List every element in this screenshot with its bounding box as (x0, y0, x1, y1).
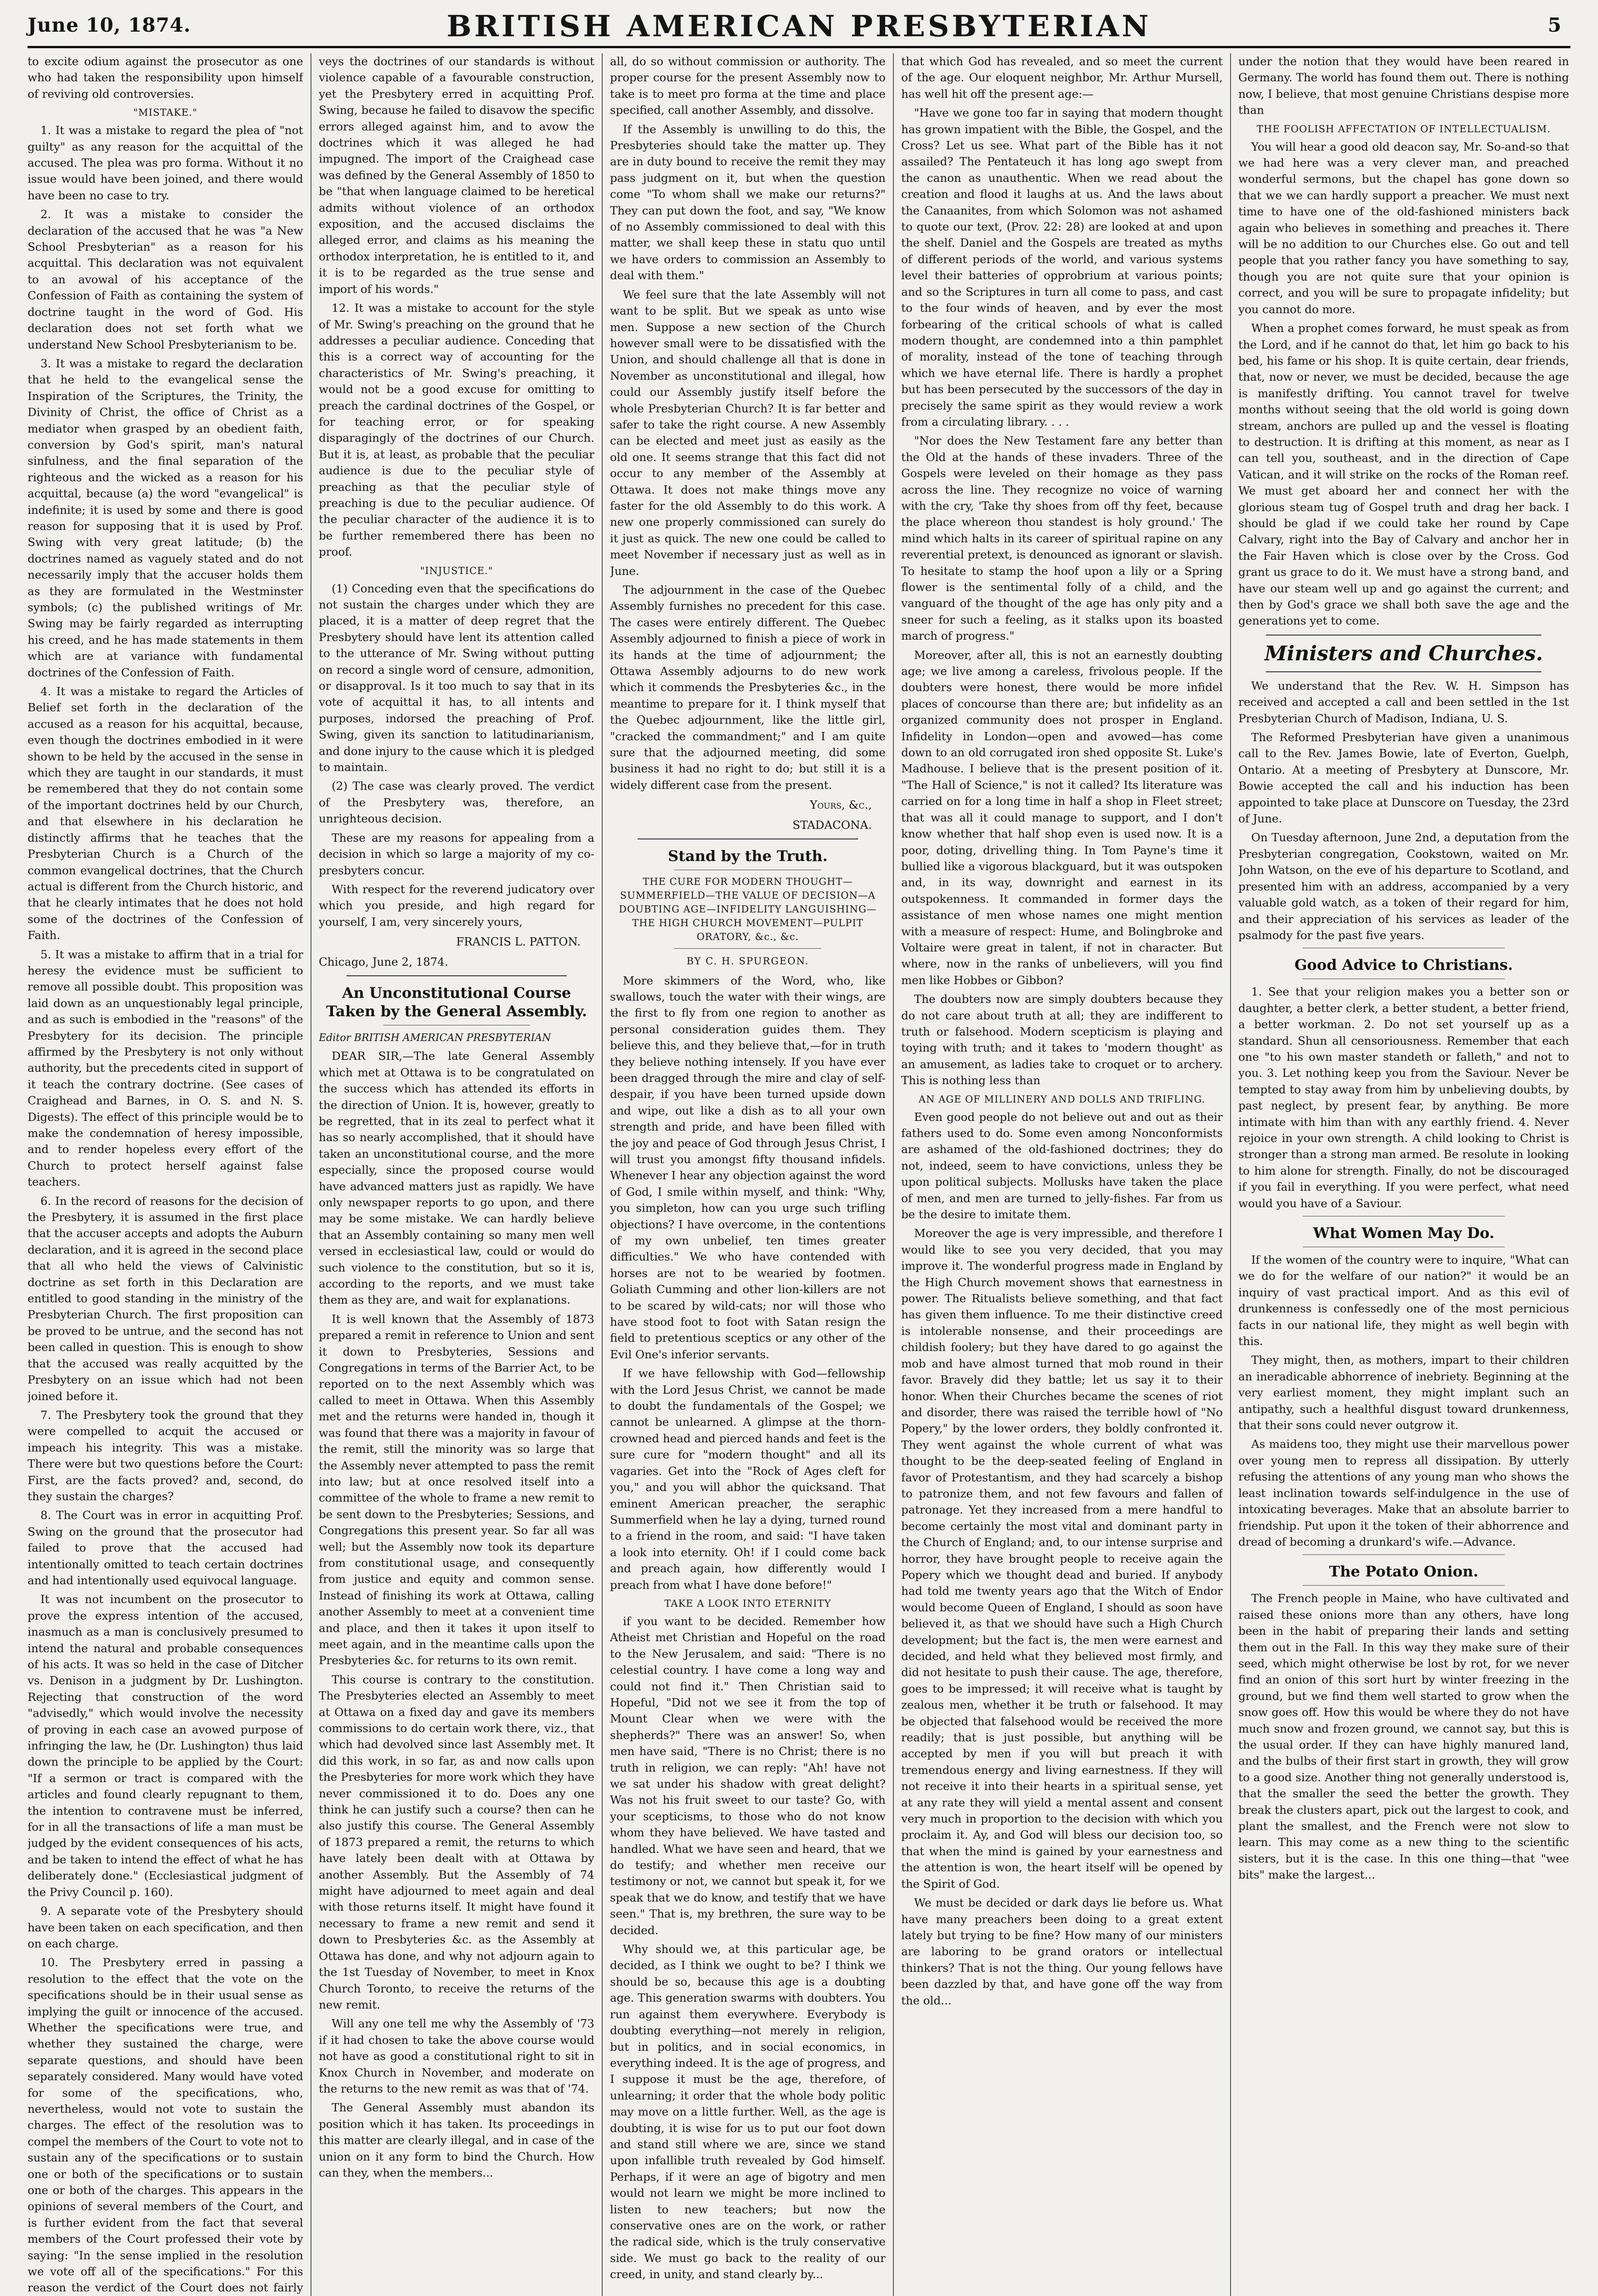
subhead-injustice: "INJUSTICE." (420, 565, 493, 576)
paragraph: 8. The Court was in error in acquitting Prof. Swing on the ground that the prosecutor had failed to prove that the accused had intentionally omitted to teach certain doctrines and had intentionally used equivocal language. (28, 1508, 303, 1587)
signature: FRANCIS L. PATTON. (456, 935, 581, 949)
paragraph: We understand that the Rev. W. H. Simpson has received and accepted a call and been settled in the 1st Presbyterian Church of Madison, Indiana, U. S. (1238, 679, 1569, 725)
divider (1303, 1554, 1505, 1555)
paragraph: They might, then, as mothers, impart to their children an ineradicable abhorrence of inebriety. Beginning at the very earliest moment, they might implant such an antipathy, such a healthful disgust toward drunkenness, that their sons could never outgrow it. (1238, 1353, 1569, 1432)
paragraph: 7. The Presbytery took the ground that they were compelled to acquit the accused or impeach his integrity. This was a mistake. There were but two questions before the Court: First, are the facts proved? and, second, do they sustain the charges? (28, 1408, 303, 1503)
column-4 (901, 53, 1223, 2296)
column-separator (602, 53, 603, 2296)
column-1 (28, 53, 303, 2296)
divider (1303, 1585, 1505, 1586)
article-title: An Unconstitutional Course Taken by the General Assembly. (326, 984, 587, 1020)
paragraph: We must be decided or dark days lie before us. What have many preachers been doing to a great extent lately but trying to be fine? How many of our ministers are laboring to be grand orators or intellectual thinkers? That is not the thing. Our young fellows have been dazzled by that, and have gone off the way from the old... (901, 1896, 1223, 2007)
paragraph: veys the doctrines of our standards is without violence capable of a favourable construction, yet the Presbytery erred in acquitting Prof. Swing, because he failed to disavow the specific errors alleged against him, and to avow the doctrines which it was alleged he had impugned. The import of the Craighead case was defined by the General Assembly of 1850 to be "that when language claimed to be heretical admits without violence of an orthodox exposition, and the accused disclaims the alleged error, and claims as his meaning the orthodox interpretation, he is entitled to it, and it is to be regarded as the true sense and import of his words." (319, 55, 594, 296)
paragraph: The Reformed Presbyterian have given a unanimous call to the Rev. James Bowie, late of Everton, Guelph, Ontario. At a meeting of Presbytery at Dunscore, Mr. Bowie accepted the call and his induction has been appointed to take place at Dunscore on Tuesday, the 23rd of June. (1238, 731, 1569, 826)
paragraph: 12. It was a mistake to account for the style of Mr. Swing's preaching on the ground that he addresses a peculiar audience. Conceding that this is a correct way of accounting for the characteristics of Mr. Swing's preaching, it would not be a good excuse for omitting to preach the cardinal doctrines of the Gospel, or for teaching error, or for speaking disparagingly of the doctrines of our Church. But it is, at least, as probable that the peculiar audience is due to the peculiar style of preaching as that the peculiar style of preaching is due to the peculiar audience. Of the peculiar character of the audience it is to be further remembered there has been no proof. (319, 301, 594, 559)
paragraph: under the notion that they would have been reared in Germany. The world has found them out. There is nothing now, I believe, that most genuine Christians despise more than (1238, 55, 1569, 117)
paragraph: As maidens too, they might use their marvellous power over young men to repress all dissipation. By utterly refusing the attentions of any young man who shows the least inclination towards self-indulgence in the use of intoxicating beverages. Make that an absolute barrier to friendship. Put upon it the token of their abhorrence and dread of becoming a drunkard's wife.—Advance. (1238, 1437, 1569, 1548)
paragraph: if you want to be decided. Remember how Atheist met Christian and Hopeful on the road to the New Jerusalem, and said: "There is no celestial country. I have come a long way and could not find it." Then Christian said to Hopeful, "Did not we see it from the top of Mount Clear when we were with the shepherds?" There was an answer! So, when men have said, "There is no Christ; there is no truth in religion, we can reply: "Ah! have not we sat under his shadow with great delight? Was not his fruit sweet to our taste? Go, with your scepticisms, to those who do not know whom they have believed. We have tasted and handled. What we have seen and heard, that we do testify; and whether men receive our testimony or not, we cannot but speak it, for we speak that we do know, and testify that we have seen." That is, my brethren, the sure way to be decided. (610, 1614, 886, 1937)
divider (346, 975, 567, 976)
paragraph: 10. The Presbytery erred in passing a resolution to the effect that the vote on the specifications should be in their usual sense as implying the guilt or innocence of the accused. Whether the specifications were true, and whether they sustained the charge, were separate questions, and should have been separately considered. Many would have voted for some of the specifications, who, nevertheless, would not vote to sustain the charges. The effect of the resolution was to compel the members of the Court to vote not to sustain any of the specifications or to sustain one or both of the specifications or to sustain one or both of the charges. This appears in the opinions of several members of the Court, and is further evident from the fact that several members of the Court professed their vote by saying: "In the sense implied in the resolution we vote off all of the specifications." For this reason the verdict of the Court does not fairly (28, 1956, 303, 2295)
paragraph: This course is contrary to the constitution. The Presbyteries elected an Assembly to meet at Ottawa on a fixed day and gave its members commissions to do certain work there, viz., that which had devolved since last Assembly met. It did this work, in so far, as and now calls upon the Presbyteries for more work which they have never commissioned it to do. Does any one think he can justify such a course? then can he also justify this course. The General Assembly of 1873 prepared a remit, the returns to which have lately been dealt with at Ottawa by another Assembly. But the Assembly of 74 might have adjourned to meet again and deal with those returns itself. It might have found it necessary to frame a new remit and send it down to Presbyteries &c. as the Assembly at Ottawa has done, and why not adjourn again to the 1st Tuesday of November, to meet in Knox Church Toronto, to receive the returns of the new remit. (319, 1672, 594, 2011)
paragraph: With respect for the reverend judicatory over which you preside, and high regard for yourself, I am, very sincerely yours, (319, 882, 594, 929)
editor-line: Editor BRITISH AMERICAN PRESBYTERIAN (319, 1032, 551, 1044)
column-separator (1230, 53, 1231, 2296)
paragraph: 1. See that your religion makes you a better son or daughter, a better clerk, a better student, a better friend, a better workman. 2. Do not set yourself up as a standard. Shun all censoriousness. Remember that each one "to his own master standeth or falleth," and not to you. 3. Let nothing keep you from the Saviour. Never be tempted to stay away from him by unbelieving doubts, by past neglect, by present fear, by anything. Be more intimate with him than with any earthly friend. 4. Never rejoice in your own strength. A child looking to Christ is stronger than a strong man armed. Be resolute in looking to him alone for strength. Finally, do not be discouraged if you fail in everything. If you were perfect, what need would you have of a Saviour. (1238, 985, 1569, 1210)
newspaper-title: BRITISH AMERICAN PRESBYTERIAN (446, 9, 1152, 44)
paragraph: If the Assembly is unwilling to do this, the Presbyteries should take the matter up. They are in duty bound to receive the remit they may pass judgment on it, but when the question come "To whom shall we make our returns?" They can put down the foot, and say, "We know of no Assembly commissioned to deal with this matter, we shall keep these in statu quo until we have orders to commission an Assembly to deal with them." (610, 122, 886, 282)
paragraph: "Nor does the New Testament fare any better than the Old at the hands of these invaders. Three of the Gospels were leveled on their homage as they pass across the line. They recognize no voice of warning with the cry, 'Take thy shoes from off thy feet, because the place whereon thou standest is holy ground.' The mind which halts in its career of spiritual rapine on any reverential pretext, is denounced as ignorant or slavish. To hesitate to stamp the hoof upon a lily or a Spring flower is the sentimental folly of a child, and the vanguard of the thought of the age has only pity and a sneer for such a feeling, as it stalks upon its boasted march of progress." (901, 434, 1223, 643)
paragraph: These are my reasons for appealing from a decision in which so large a majority of my co-presbyters concur. (319, 831, 594, 877)
paragraph: It is well known that the Assembly of 1873 prepared a remit in reference to Union and sent it down to Presbyteries, Sessions and Congregations in terms of the Barrier Act, to be reported on to the next Assembly which was called to meet in Ottawa. When this Assembly met and the returns were handed in, though it was found that there was a majority in favour of the remit, still the minority was so large that the Assembly never attempted to pass the remit into law; but at once resolved itself into a committee of the whole to frame a new remit to be sent down to the Presbyteries; Sessions, and Congregations this present year. So far all was well; but the Assembly now took its departure from constitutional usage, and consequently from justice and equity and common sense. Instead of finishing its work at Ottawa, calling another Assembly to meet at a convenient time and place, and then it takes it upon itself to meet again, and in the meantime calls upon the Presbyteries &c. for returns to its own remit. (319, 1312, 594, 1667)
page-number: 5 (1547, 14, 1561, 36)
divider (1266, 635, 1542, 636)
paragraph: You will hear a good old deacon say, Mr. So-and-so that we had here was a very clever man, and preached wonderful sermons, but the chapel has gone down so that we we can hardly support a preacher. We must next time to have one of the old-fashioned ministers back again who believes in something and preaches it. There will be no addition to our Churches else. Go out and tell people that you rather fancy you have something to say, though you are not quite sure that your opinion is correct, and you will be sure to propagate infidelity; but you cannot do more. (1238, 140, 1569, 316)
subheading: THE FOOLISH AFFECTATION OF INTELLECTUALISM. (1257, 123, 1551, 135)
column-5 (1238, 53, 1569, 2296)
paragraph: On Tuesday afternoon, June 2nd, a deputation from the Presbyterian congregation, Cookstown, waited on Mr. John Watson, on the eve of his departure to Scotland, and presented him with an address, accompanied by a very valuable gold watch, as a token of their regard for him, and their appreciation of his services as leader of the psalmody for the past five years. (1238, 831, 1569, 942)
masthead-rule (28, 46, 1570, 48)
paragraph: "Have we gone too far in saying that modern thought has grown impatient with the Bible, the Gospel, and the Cross? Let us see. What part of the Bible has it not assailed? The Pentateuch it has long ago swept from the canon as unauthentic. When we read about the creation and flood it laughs at us. And the laws about the Canaanites, from which Solomon was not ashamed to quote our text, (Prov. 22: 28) are looked at and upon the shelf. Daniel and the Gospels are treated as myths of different periods of the world, and various systems level their batteries of opprobrium at various points; and so the Scriptures in turn all come to pass, and cast to the four winds of heaven, and by ever the most forbearing of the critical schools of what is called modern thought, are condemned into a thin pamphlet of morality, instead of the tone of teaching through which we have eternal life. There is hardly a prophet but has been persecuted by the successors of the day in precisely the same spirit as they would review a work from a circulating library. . . . (901, 106, 1223, 428)
paragraph: The General Assembly must abandon its position which it has taken. Its proceedings in this matter are clearly illegal, and in case of the union on it any form to bind the Church. How can they, when the members... (319, 2101, 594, 2179)
paragraph: to excite odium against the prosecutor as one who had taken the responsibility upon himself of reviving old controversies. (28, 55, 303, 101)
masthead (28, 9, 1570, 45)
byline: BY C. H. SPURGEON. (686, 956, 809, 967)
article-title: Good Advice to Christians. (1294, 956, 1513, 974)
dateline: Chicago, June 2, 1874. (319, 955, 448, 968)
paragraph: DEAR SIR,—The late General Assembly which met at Ottawa is to be congratulated on the success which has attended its efforts in the direction of Union. It is, however, greatly to be regretted, that in its zeal to perfect what it has so nearly accomplished, that it should have taken an unconstitutional course, and the more especially, since the proposed course would have advanced matters just as rapidly. We have only newspaper reports to go upon, and there may be some mistake. We can hardly believe that an Assembly containing so many men well versed in ecclesiastical law, could or would do such violence to the constitution, but so it is, according to the reports, and we must take them as they are, and wait for explanations. (319, 1049, 594, 1307)
paragraph: (1) Conceding even that the specifications do not sustain the charges under which they are placed, it is a matter of deep regret that the Presbytery should have lent its attention called to the utterance of Mr. Swing without putting on record a single word of censure, admonition, or disapproval. Is it too much to say that in its vote of acquittal it has, to all intents and purposes, indorsed the preaching of Prof. Swing, given its sanction to latitudinarianism, and done injury to the cause which it is pledged to maintain. (319, 581, 594, 774)
subheading: AN AGE OF MILLINERY AND DOLLS AND TRIFLING. (918, 1093, 1206, 1105)
paragraph: that which God has revealed, and so meet the current of the age. Our eloquent neighbor, Mr. Arthur Mursell, has well hit off the present age:— (901, 55, 1223, 101)
paragraph: 1. It was a mistake to regard the plea of "not guilty" as any reason for the acquittal of the accused. The plea was pro forma. Without it no issue would have been joined, and there would have been no case to try. (28, 124, 303, 202)
paragraph: If the women of the country were to inquire, "What can we do for the welfare of our nation?" it would be an inquiry of vast practical import. And as this evil of drunkenness is confessedly one of the most pernicious facts in our national life, they might as well begin with this. (1238, 1253, 1569, 1348)
closing: Yours, &c., (810, 798, 872, 812)
paragraph: Why should we, at this particular age, be decided, as I think we ought to be? I think we should be so, because this age is a doubting age. This generation swarms with doubters. You run against them everywhere. Everybody is doubting everything—not merely in religion, but in politics, and in social economics, in everything indeed. It is the age of progress, and I suppose it must be the age, therefore, of unlearning; it order that the whole body politic may move on a little further. Well, as the age is doubting, it is wise for us to put our foot down and stand still where we are, since we stand upon infallible truth revealed by God himself. Perhaps, if it were an age of bigotry and men would not learn we might be more inclined to listen to new teachers; but now the conservative ones are on the work, or rather the radical side, which is the truly conservative side. We must go back to the reality of our creed, in unity, and stand clearly by... (610, 1942, 886, 2281)
paragraph: (2) The case was clearly proved. The verdict of the Presbytery was, therefore, an unrighteous decision. (319, 779, 594, 826)
subheading: TAKE A LOOK INTO ETERNITY (664, 1598, 831, 1609)
article-title: What Women May Do. (1313, 1224, 1495, 1242)
article-summary: THE CURE FOR MODERN THOUGHT—SUMMERFIELD—THE VALUE OF DECISION—A DOUBTING AGE—INFIDELITY LANGUISHING—THE HIGH CHURCH MOVEMENT—PULPIT ORATORY, &c., &c. (619, 876, 877, 943)
article-title: Stand by the Truth. (668, 847, 828, 865)
paragraph: 6. In the record of reasons for the decision of the Presbytery, it is assumed in the first place that the accuser accepts and adopts the Auburn declaration, and it is agreed in the second place that all who held the views of Calvinistic doctrine as set forth in this Declaration are entitled to good standing in the ministry of the Presbyterian Church. The first proposition can be proved to be untrue, and the second has not been called in question. This is enough to show that the accused was really acquitted by the Presbytery on an issue which had not been joined before it. (28, 1194, 303, 1403)
paragraph: 3. It was a mistake to regard the declaration that he held to the evangelical sense the Inspiration of the Scriptures, the Trinity, the Divinity of Christ, the office of Christ as a mediator when grasped by an obedient faith, conversion by God's spirit, man's natural sinfulness, and the final separation of the righteous and the wicked as a reason for his acquittal, because (a) the word "evangelical" is indefinite; it is used by some and there is good reason for supposing that it is used by Prof. Swing with very great latitude; (b) the doctrines named as vaguely stated and do not necessarily imply that the accuser holds them as they are formulated in the Westminster symbols; (c) the published writings of Mr. Swing may be fairly regarded as interrupting his creed, and he has made statements in them which are at variance with fundamental doctrines of the Confession of Faith. (28, 356, 303, 679)
paragraph: The adjournment in the case of the Quebec Assembly furnishes no precedent for this case. The cases were entirely different. The Quebec Assembly adjourned to finish a piece of work in its hands at the time of adjournment; the Ottawa Assembly adjourns to do new work which it commends the Presbyteries &c., in the meantime to prepare for it. I think myself that the Quebec adjournment, like the little girl, "cracked the commandment;" and I am quite sure that the adjourned meeting, did some business it had no right to do; but still it is a widely different case from the present. (610, 583, 886, 792)
subhead-mistake: "MISTAKE." (133, 107, 198, 118)
paragraph: 4. It was a mistake to regard the Articles of Belief set forth in the declaration of the accused as a reason for his acquittal, because, even though the doctrines embodied in it were shown to be held by the accused in the sense in which they are taught in our standards, it must be remembered that they do not contain some of the important doctrines held by our Church, and that elsewhere in his declaration he distinctly affirms that he teaches that the Presbyterian Church is a Church of the common evangelical doctrines, that the Church actual is different from the Church historic, and that he clearly intimates that he does not hold some of the doctrines of the Confession of Faith. (28, 685, 303, 942)
paragraph: The doubters now are simply doubters because they do not care about truth at all; they are indifferent to truth or falsehood. Modern scepticism is playing and toying with truth; and it takes to 'modern thought' as an amusement, as ladies take to croquet or to archery. This is nothing less than (901, 992, 1223, 1087)
section-title: Ministers and Churches. (1264, 642, 1543, 665)
paragraph: The French people in Maine, who have cultivated and raised these onions more than any others, have long been in the habit of preparing their lands and setting them out in the Fall. In this way they make sure of their seed, which might otherwise be lost by rot, for we never find an onion of this sort hurt by winter freezing in the ground, but we find them well started to grow when the snow goes off. How this would be where they do not have much snow and frozen ground, we cannot say, but this is the usual order. If they can have highly manured land, and the bulbs of their first start in growth, they will grow to a good size. Another thing not generally understood is, that the smaller the seed the better the growth. They break the clusters apart, pick out the largest to cook, and plant the smallest, and the French were not slow to learn. This may come as a new thing to the scientific sisters, but it is the case. In this one thing—that "wee bits" make the largest... (1238, 1592, 1569, 1882)
paragraph: When a prophet comes forward, he must speak as from the Lord, and if he cannot do that, let him go back to his bed, his fame or his shop. It is quite certain, dear friends, that, now or never, we must be decided, because the age is manifestly drifting. You cannot travel for twelve months without seeing that the old world is going down stream, anchors are pulled up and the vessel is floating to destruction. It is drifting at this moment, as near as I can tell you, southeast, and in the direction of Cape Vatican, and it will strike on the rocks of the Roman reef. We must get aboard her and connect her with the glorious steam tug of Gospel truth and drag her back. I should be glad if we could take her round by Cape Calvary, right into the Bay of Calvary and anchor her in the Fair Haven which is close over by the Cross. God grant us grace to do it. We must have a strong band, and have our steam well up and go against the current; and then by God's grace we shall both save the age and the generations yet to come. (1238, 321, 1569, 628)
divider (638, 838, 858, 839)
paragraph: Moreover the age is very impressible, and therefore I would like to see you very decided, that you may improve it. The wonderful progress made in England by the High Church movement shows that earnestness in power. The Ritualists believe something, and that fact has given them influence. To me their distinctive creed is intolerable nonsense, and their proceedings are childish foolery; but they have dared to go against the mob and have almost turned that mob round in their favor. Bravely did they battle; let us say it to their honor. When their Churches became the scenes of riot and disorder, there was raised the terrible howl of "No Popery," by the lower orders, they boldly confronted it. They went against the whole current of what was thought to be the deep-seated feeling of England in favor of Protestantism, and they had scarcely a bishop to patronize them, and not few favours and fallen of patronage. Yet they increased from a mere handful to become certainly the most vital and dominant party in the Church of England; and, to our intense surprise and horror, they have brought people to receive again the Popery which we thought dead and buried. If anybody had told me twenty years ago that the Witch of Endor would become Queen of England, I should as soon have believed it, as that we should have such a High Church development; but the fact is, the men were earnest and decided, and held what they believed most firmly, and did not hesitate to push their cause. The age, therefore, goes to be impressed; it will receive what is taught by zealous men, whether it be truth or falsehood. It may be objected that falsehood would be received the more readily; that is just possible, but anything will be accepted by men if you will but preach it with tremendous energy and living earnestness. If they will not receive it into their hearts in a spiritual sense, yet at any rate they will yield a mental assent and consent very much in proportion to the decision with which you proclaim it. Ay, and God will bless our decision too, so that when the mind is gained by your earnestness and the attention is won, the heart itself will be opened by the Spirit of God. (901, 1227, 1223, 1891)
article-title: The Potato Onion. (1329, 1563, 1479, 1581)
divider (1266, 671, 1542, 672)
paragraph: We feel sure that the late Assembly will not want to be split. But we speak as unto wise men. Suppose a new section of the Church however small were to be dissatisfied with the Union, and should challenge all that is done in November as unconstitutional and illegal, how could our Assembly justify itself before the whole Presbyterian Church? It is far better and safer to take the right course. A new Assembly can be elected and meet just as easily as the old one. It seems strange that this fact did not occur to any member of the Assembly at Ottawa. It does not make things move any faster for the old Assembly to do this work. A new one properly commissioned can surely do it just as quick. The new one could be called to meet November if necessary just as well as in June. (610, 287, 886, 578)
paragraph: 9. A separate vote of the Presbytery should have been taken on each specification, and then on each charge. (28, 1904, 303, 1950)
paragraph: Even good people do not believe out and out as their fathers used to do. Some even among Nonconformists are ashamed of the old-fashioned doctrines; they do not, indeed, seem to have convictions, unless they be upon political subjects. Mollusks have taken the place of men, and men are turned to jelly-fishes. Far from us be the desire to imitate them. (901, 1110, 1223, 1221)
signature: STADACONA. (792, 818, 872, 832)
column-separator (893, 53, 894, 2296)
divider (674, 948, 821, 949)
column-3 (610, 53, 886, 2296)
column-2 (319, 53, 594, 2296)
paragraph: all, do so without commission or authority. The proper course for the present Assembly now to take is to meet pro forma at the time and place specified, call another Assembly, and dissolve. (610, 55, 886, 117)
issue-date: June 10, 1874. (28, 14, 191, 36)
paragraph: More skimmers of the Word, who, like swallows, touch the water with their wings, are the first to fly from one region to another as personal consideration guides them. They believe this, and they believe that,—for in truth they believe nothing intensely. If you have ever been dragged through the mire and clay of self-despair, if you have been turned upside down and wipe, out like a dish as to all your own strength and pride, and have been filled with the joy and peace of God through Jesus Christ, I will trust you amongst fifty thousand infidels. Whenever I hear any objection against the word of God, I smile within myself, and think: "Why, you simpleton, how can you urge such trifling objections? I have overcome, in the contentions of my own unbelief, ten times greater difficulties." We who have contended with horses are not to be wearied by footmen. Goliath Cumming and other lion-killers are not to be scared by wild-cats; nor will those who have stood foot to foot with Satan resign the field to pretentious sceptics or any other of the Evil One's inferior servants. (610, 974, 886, 1361)
paragraph: Moreover, after all, this is not an earnestly doubting age; we live among a careless, frivolous people. If the doubters were honest, there would be more infidel places of concourse than there are; but infidelity as an organized community does not prosper in England. Infidelity in London—open and avowed—has come down to an old corrugated iron shed opposite St. Luke's Madhouse. I believe that is the present position of it. "The Hall of Science," is not it called? Its literature was carried on for a long time in half a shop in Fleet street; that was all it could manage to support, and I don't know whether that half shop even is used now. It is a poor, doting, drivelling thing. In Tom Payne's time it bullied like a vigorous blackguard, but it was outspoken and, in its way, downright and earnest in its outspokenness. It commanded in former days the assistance of men whose names one might mention with a measure of respect: Hume, and Bolingbroke and Voltaire were great in talent, if not in character. But where, now in the ranks of unbelievers, will you find men like Hobbes or Gibbon? (901, 648, 1223, 987)
paragraph: Will any one tell me why the Assembly of '73 if it had chosen to take the above course would not have as good a constitutional right to sit in Knox Church in November, and moderate on the returns to the new remit as was that of '74. (319, 2017, 594, 2095)
paragraph: 5. It was a mistake to affirm that in a trial for heresy the evidence must be sufficient to remove all possible doubt. This proposition was laid down as an unquestionably legal principle, and as such is embodied in the "reasons" of the Presbytery for its decision. The principle affirmed by the Presbytery is not only without authority, but the precedents cited in support of it teach the contrary doctrine. (See cases of Craighead and Barnes, in O. S. and N. S. Digests). The effect of this principle would be to make the condemnation of heresy impossible, and to render hopeless every effort of the Church to protect herself against false teachers. (28, 947, 303, 1189)
paragraph: 2. It was a mistake to consider the declaration of the accused that he was "a New School Presbyterian" as a reason for his acquittal. This declaration was not equivalent to an avowal of his acceptance of the Confession of Faith as containing the system of doctrine taught in the word of God. His declaration does not set forth what we understand New School Presbyterianism to be. (28, 208, 303, 351)
paragraph: If we have fellowship with God—fellowship with the Lord Jesus Christ, we cannot be made to doubt the fundamentals of the Gospel; we cannot be unlearned. A glimpse at the thorn-crowned head and pierced hands and feet is the sure cure for "modern thought" and all its vagaries. Get into the "Rock of Ages cleft for you," and you will abhor the quicksand. That eminent American preacher, the seraphic Summerfield when he lay a dying, turned round to a friend in the room, and said: "I have taken a look into eternity. Oh! if I could come back and preach again, how differently would I preach from what I have done before!" (610, 1367, 886, 1592)
paragraph: It was not incumbent on the prosecutor to prove the express intention of the accused, inasmuch as a man is conclusively presumed to intend the natural and probable consequences of his acts. It was so held in the case of Ditcher vs. Denison in a judgment by Dr. Lushington. Rejecting that construction of the word "advisedly," which would involve the necessity of proving in each case an avowed purpose of infringing the law, he (Dr. Lushington) thus laid down the principle to be applied by the Court: "If a sermon or tract is compared with the articles and found clearly repugnant to them, the intention to contravene must be inferred, for in all the transactions of life a man must be judged by the evident consequences of his acts, and be taken to intend the effect of what he has deliberately done." (Ecclesiastical judgment of the Privy Council p. 160). (28, 1593, 303, 1899)
